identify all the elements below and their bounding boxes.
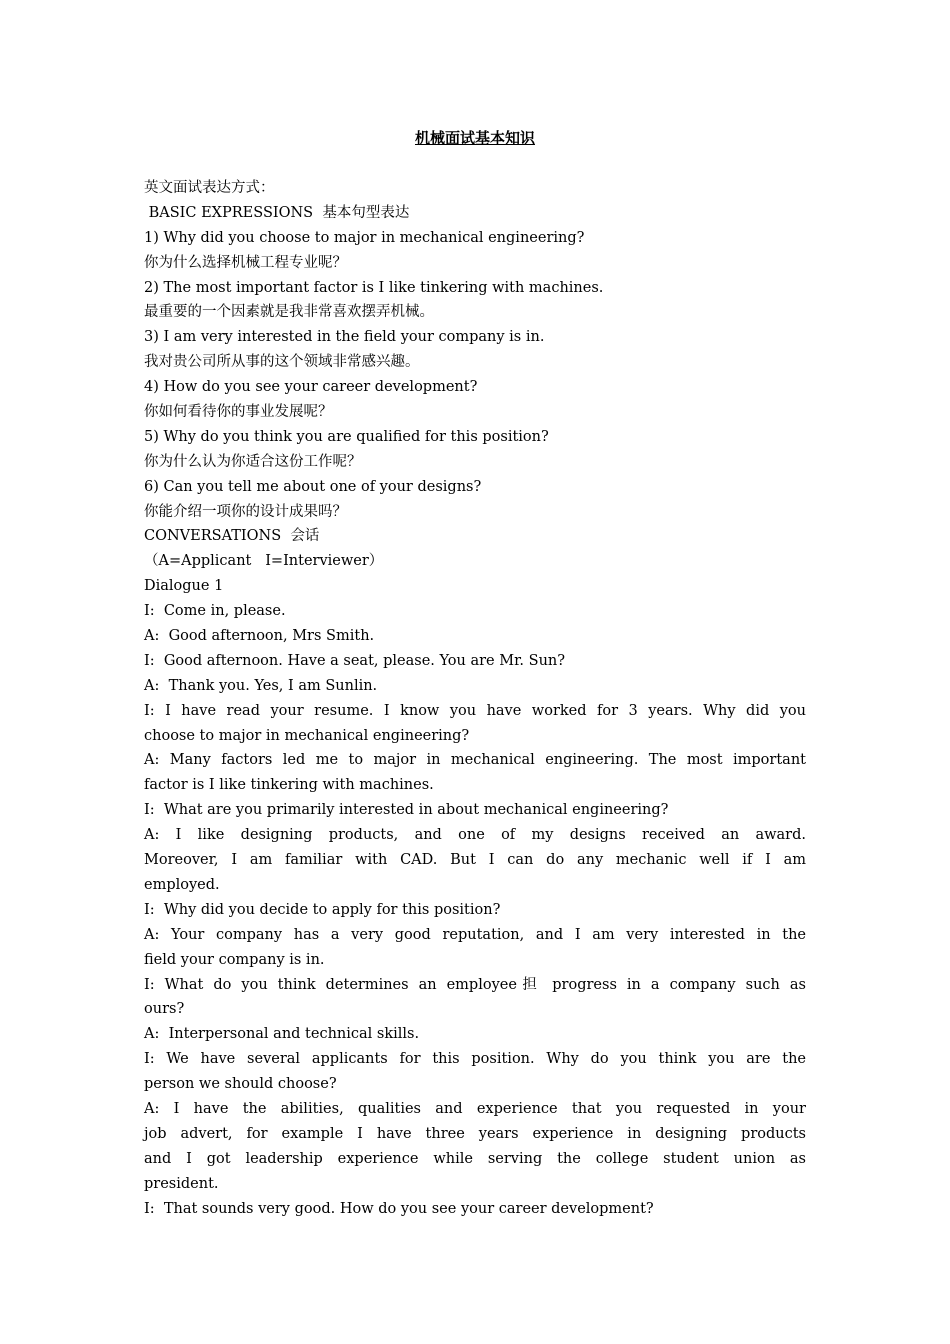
text-line: 英文面试表达方式： [144, 180, 275, 196]
text-line: I: What are you primarily interested in about mechanical engineering? [144, 802, 669, 819]
text-line: A: Good afternoon, Mrs Smith. [144, 628, 375, 645]
text-line: A: Interpersonal and technical skills. [144, 1026, 420, 1043]
text-line: I: I have read your resume. I know you have worked for 3 years. Why did you [144, 702, 806, 719]
text-line: I: Come in, please. [144, 603, 286, 620]
text-line: I: Why did you decide to apply for this position? [144, 901, 501, 918]
text-line: BASIC EXPRESSIONS 基本句型表达 [144, 204, 410, 221]
text-line: field your company is in. [144, 951, 325, 968]
text-line: 5) Why do you think you are qualified for this position? [144, 428, 549, 445]
text-line: 6) Can you tell me about one of your designs? [144, 478, 482, 495]
text-line: A: Many factors led me to major in mechanical engineering. The most important [144, 752, 806, 769]
text-line: employed. [144, 876, 220, 893]
text-line: president. [144, 1175, 219, 1192]
text-line: CONVERSATIONS 会话 [144, 528, 320, 545]
text-line: person we should choose? [144, 1076, 337, 1093]
text-line: I: We have several applicants for this position. Why do you think you are the [144, 1051, 806, 1068]
text-line: I: What do you think determines an employee担 progress in a company such as [144, 976, 806, 993]
document-body [144, 176, 806, 1221]
text-line: I: That sounds very good. How do you see your career development? [144, 1200, 654, 1217]
text-line: I: Good afternoon. Have a seat, please. You are Mr. Sun? [144, 652, 566, 669]
document-title: 机械面试基本知识 [414, 129, 535, 147]
text-line: 你为什么认为你适合这份工作呢？ [144, 453, 362, 470]
text-line: A: I like designing products, and one of my designs received an award. [144, 827, 806, 844]
text-line: 你为什么选择机械工程专业呢？ [144, 254, 347, 271]
text-line: factor is I like tinkering with machines. [144, 777, 434, 794]
text-line: A: Your company has a very good reputation, and I am very interested in the [144, 926, 806, 943]
text-line: and I got leadership experience while serving the college student union as [144, 1150, 806, 1167]
text-line: A: I have the abilities, qualities and experience that you requested in your [144, 1100, 806, 1117]
text-line: A: Thank you. Yes, I am Sunlin. [144, 677, 378, 694]
text-line: Dialogue 1 [144, 578, 224, 595]
text-line: 2) The most important factor is I like tinkering with machines. [144, 279, 604, 296]
text-line: 你能介绍一项你的设计成果吗？ [144, 503, 347, 520]
text-line: choose to major in mechanical engineering? [144, 727, 470, 744]
text-line: 3) I am very interested in the field your company is in. [144, 329, 545, 346]
text-line: 我对贵公司所从事的这个领域非常感兴趣。 [144, 354, 420, 371]
text-line: job advert, for example I have three years experience in designing products [144, 1125, 806, 1142]
text-line: （A=Applicant I=Interviewer） [144, 553, 384, 570]
text-line: ours? [144, 1001, 185, 1018]
text-line: 4) How do you see your career development? [144, 379, 478, 396]
text-line: Moreover, I am familiar with CAD. But I can do any mechanic well if I am [144, 852, 806, 869]
text-line: 你如何看待你的事业发展呢？ [144, 404, 333, 421]
text-line: 1) Why did you choose to major in mechanical engineering? [144, 229, 585, 246]
text-line: 最重要的一个因素就是我非常喜欢摆弄机械。 [144, 304, 434, 321]
